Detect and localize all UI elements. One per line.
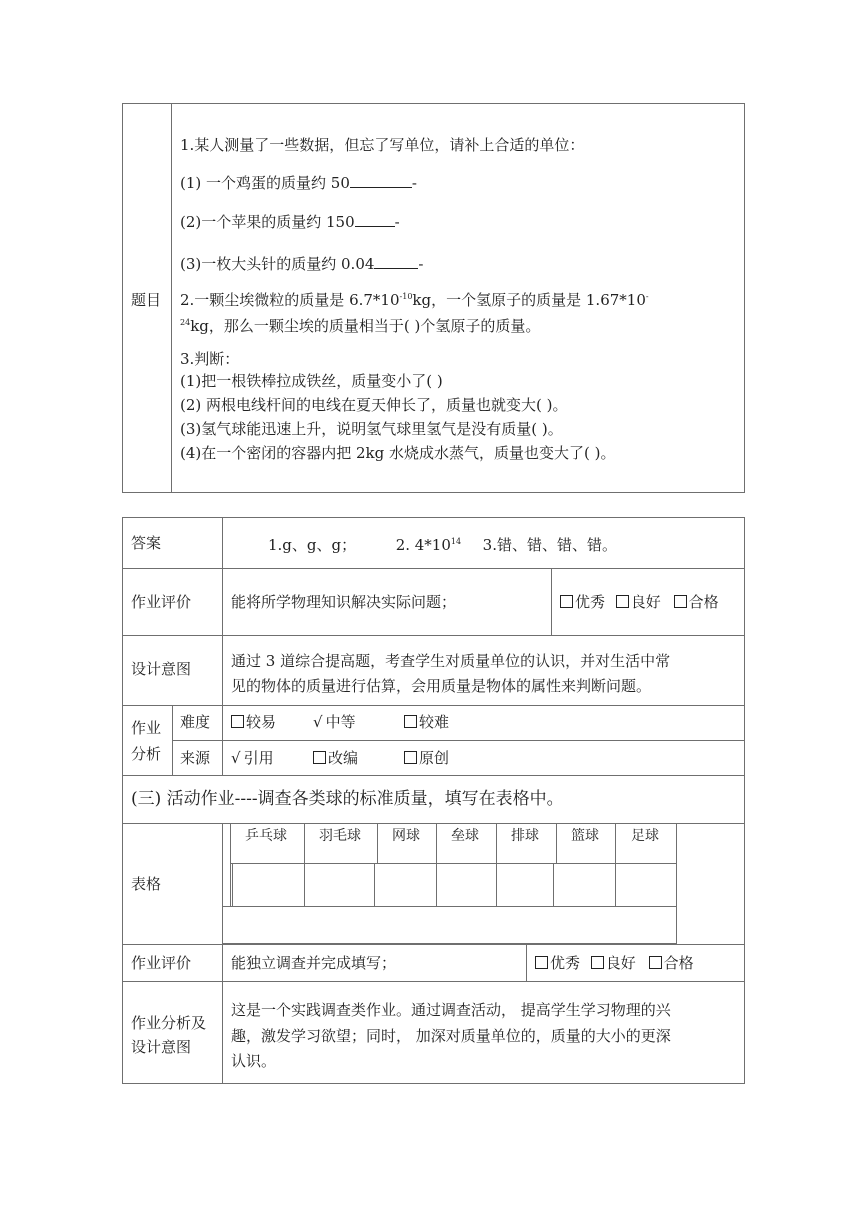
ball-grid-line (676, 823, 677, 944)
q3-item: (3)氢气球能迅速上升，说明氢气球里氢气是没有质量( )。 (180, 420, 563, 438)
ball-grid-line (615, 823, 616, 906)
question-label: 题目 (131, 291, 162, 309)
eval2-text: 能独立调查并完成填写； (231, 954, 397, 972)
ball-header: 篮球 (571, 828, 599, 844)
checkbox-original[interactable] (404, 751, 417, 764)
answer-blank (355, 212, 395, 227)
question-table-divider (171, 103, 172, 493)
col-divider (222, 517, 223, 705)
checkbox-pass[interactable] (649, 956, 662, 969)
eval2-label: 作业评价 (131, 954, 192, 972)
ball-header: 排球 (511, 828, 539, 844)
checkbox-hard[interactable] (404, 715, 417, 728)
ball-grid-line (436, 823, 437, 906)
check-mark-icon: √ (231, 749, 241, 767)
ball-grid-line (230, 863, 676, 864)
ball-grid-line (304, 823, 305, 906)
grade-options-2: 优秀 良好 合格 (535, 954, 694, 972)
checkbox-good[interactable] (616, 595, 629, 608)
checkbox-excellent[interactable] (560, 595, 573, 608)
difficulty-label: 难度 (180, 713, 211, 731)
row-divider (122, 981, 745, 982)
col-divider (526, 944, 527, 981)
q3-title: 3.判断： (180, 350, 240, 368)
intent-line: 见的物体的质量进行估算，会用质量是物体的属性来判断问题。 (231, 677, 652, 695)
difficulty-option-hard[interactable]: 较难 (404, 713, 449, 731)
row-divider (172, 740, 745, 741)
ball-grid-line (553, 863, 554, 906)
row-divider (122, 823, 745, 824)
ball-grid-line (374, 863, 375, 906)
col-divider (172, 705, 173, 775)
ball-grid-line (230, 823, 231, 906)
answer-value: 1.g、g、g； 2. $4*10^{14}$ 3.错、错、错、错。 (268, 536, 617, 554)
analysis-label: 作业 (131, 719, 162, 737)
ball-grid-line (496, 823, 497, 906)
difficulty-option-easy[interactable]: 较易 (231, 713, 276, 731)
q3-item: (2) 两根电线杆间的电线在夏天伸长了，质量也就变大( )。 (180, 396, 568, 414)
final-line: 趣，激发学习欲望；同时， 加深对质量单位的，质量的大小的更深 (231, 1027, 671, 1045)
q2-line-2: $^{24}$kg，那么一颗尘埃的质量相当于( )个氢原子的质量。 (180, 317, 541, 335)
answer-blank (374, 254, 418, 269)
ball-grid-line (222, 943, 676, 944)
ball-grid-line (377, 823, 378, 863)
final-label: 设计意图 (131, 1038, 192, 1056)
q3-item: (4)在一个密闭的容器内把 2kg 水烧成水蒸气，质量也变大了( )。 (180, 444, 616, 462)
col-divider (222, 705, 223, 775)
checkbox-pass[interactable] (674, 595, 687, 608)
ball-header: 网球 (392, 828, 420, 844)
row-divider (122, 705, 745, 706)
ball-header: 垒球 (451, 828, 479, 844)
difficulty-option-medium[interactable]: √ 中等 (313, 713, 356, 731)
q1-item: (3)一枚大头针的质量约 0.04 - (180, 255, 424, 273)
source-label: 来源 (180, 749, 211, 767)
check-mark-icon: √ (313, 713, 323, 731)
row-divider (122, 775, 745, 776)
row-divider (122, 944, 745, 945)
ball-grid-line (232, 863, 233, 906)
row-divider (122, 568, 745, 569)
answer-blank (350, 173, 412, 188)
final-line: 这是一个实践调查类作业。通过调查活动， 提高学生学习物理的兴 (231, 1001, 671, 1019)
intent-label: 设计意图 (131, 660, 192, 678)
ball-header: 足球 (631, 828, 659, 844)
answer-label: 答案 (131, 534, 162, 552)
final-label: 作业分析及 (131, 1014, 207, 1032)
intent-line: 通过 3 道综合提高题，考查学生对质量单位的认识，并对生活中常 (231, 652, 671, 670)
row-divider (122, 635, 745, 636)
checkbox-excellent[interactable] (535, 956, 548, 969)
col-divider (551, 568, 552, 635)
source-option-cited[interactable]: √ 引用 (231, 749, 274, 767)
analysis-label: 分析 (131, 745, 162, 763)
ball-grid-line (556, 823, 557, 863)
q2-line-1: 2.一颗尘埃微粒的质量是 $6.7*10^{-10}kg$，一个氢原子的质量是 1.67*10- (180, 291, 649, 309)
checkbox-easy[interactable] (231, 715, 244, 728)
eval-text: 能将所学物理知识解决实际问题； (231, 593, 457, 611)
source-option-adapted[interactable]: 改编 (313, 749, 358, 767)
table-label: 表格 (131, 875, 162, 893)
grade-options: 优秀 良好 合格 (560, 593, 719, 611)
ball-grid-line (222, 906, 676, 907)
q1-item: (2)一个苹果的质量约 150 - (180, 213, 400, 231)
q3-item: (1)把一根铁棒拉成铁丝，质量变小了( ) (180, 372, 443, 390)
final-line: 认识。 (231, 1052, 277, 1070)
q1-intro: 1.某人测量了一些数据，但忘了写单位，请补上合适的单位： (180, 136, 585, 154)
source-option-original[interactable]: 原创 (404, 749, 449, 767)
q1-item: (1) 一个鸡蛋的质量约 50 - (180, 174, 417, 192)
eval-label: 作业评价 (131, 593, 192, 611)
ball-header: 羽毛球 (319, 828, 361, 844)
col-divider (222, 823, 223, 1084)
checkbox-good[interactable] (591, 956, 604, 969)
section-title: (三) 活动作业----调查各类球的标准质量，填写在表格中。 (131, 789, 564, 809)
checkbox-adapted[interactable] (313, 751, 326, 764)
ball-header: 乒乓球 (245, 828, 287, 844)
